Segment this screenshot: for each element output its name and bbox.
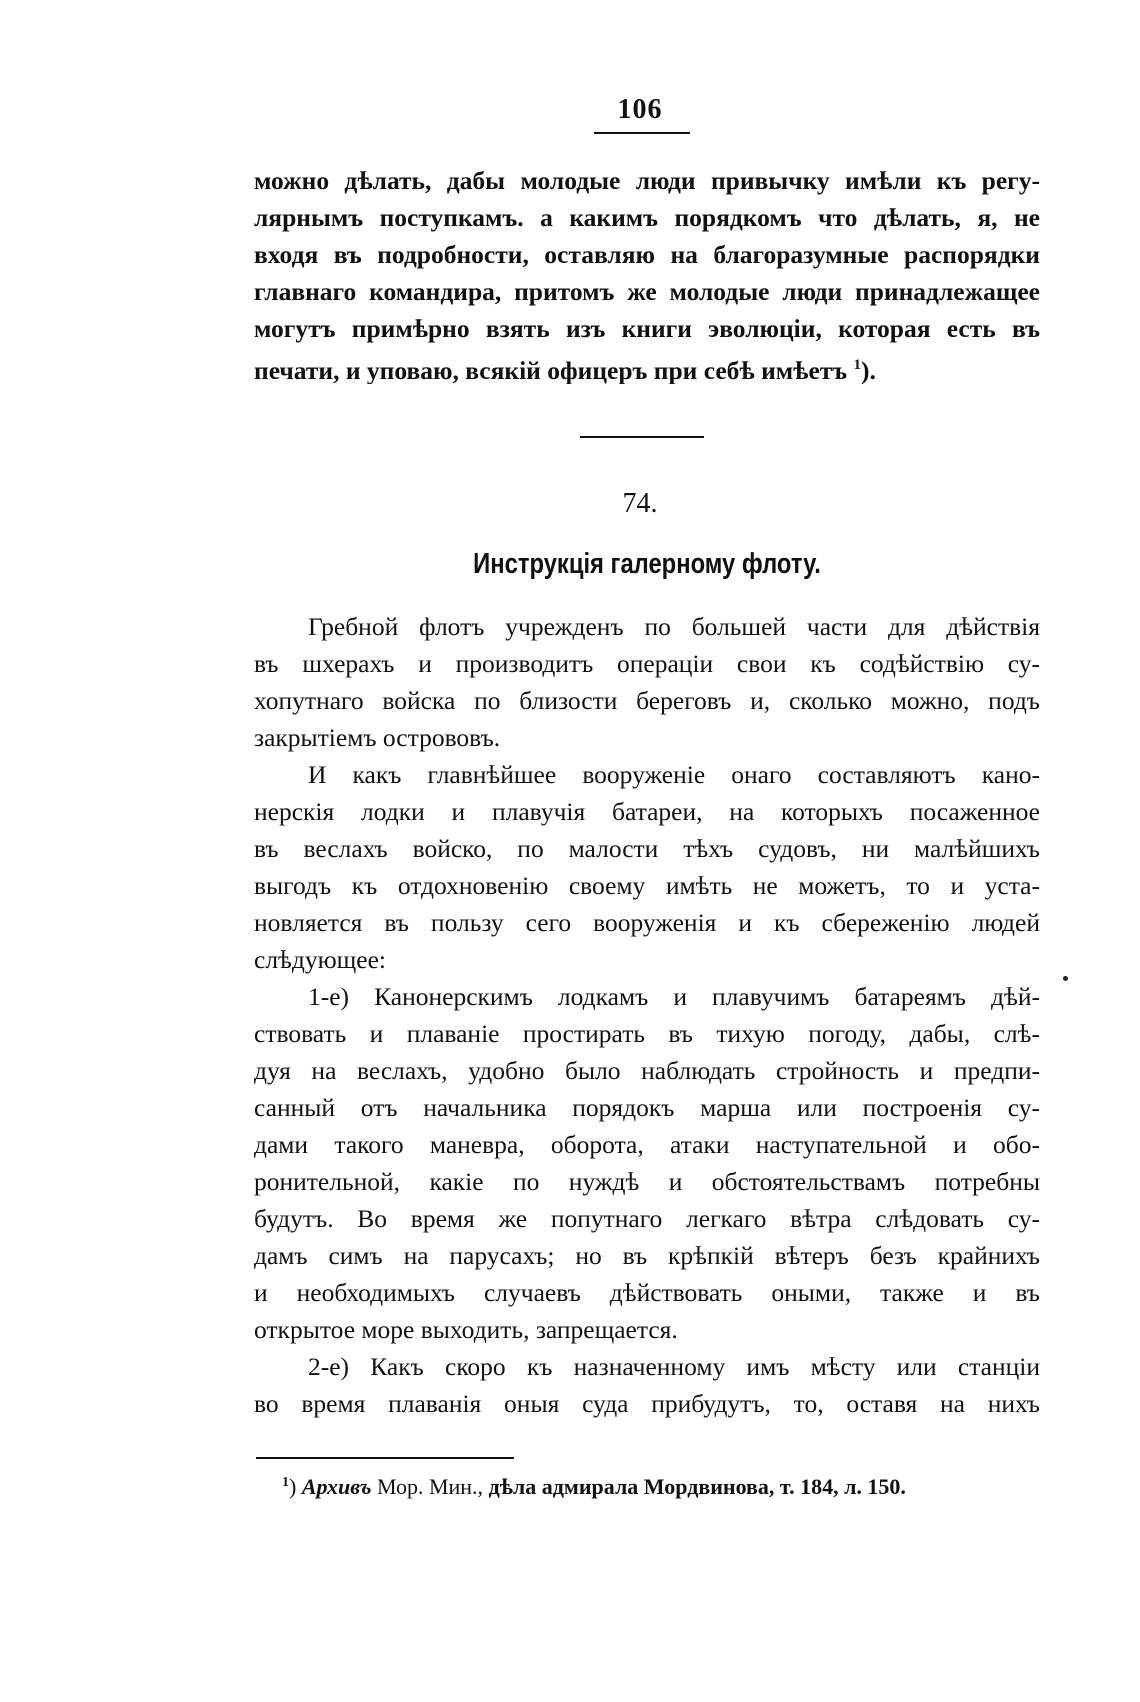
text-line: печати, и уповаю, всякій офицеръ при себѣ имѣетъ: [254, 356, 848, 384]
text-line: ронительной, какіе по нуждѣ и обстоятельствамъ потребны: [254, 1167, 1040, 1196]
footnote-reference: 1: [853, 357, 862, 373]
section-title: Инструкція галерному флоту.: [473, 548, 821, 580]
footnote-reference-close: ).: [861, 356, 876, 384]
text-line: хопутнаго войска по близости береговъ и, сколько можно, подъ: [254, 686, 1040, 715]
text-line: ствовать и плаваніе простирать въ тихую погоду, дабы, слѣ-: [254, 1019, 1040, 1048]
page-number-underline: [594, 132, 690, 134]
text-line-with-footnote: [254, 347, 1040, 384]
text-line: въ шхерахъ и производитъ операціи свои къ содѣйствію су-: [254, 649, 1040, 678]
text-line: будутъ. Во время же попутнаго легкаго вѣтра слѣдовать су-: [254, 1204, 1040, 1233]
footnote-divider: [256, 1457, 514, 1459]
text-line: санный отъ начальника порядокъ марша или построенія су-: [254, 1093, 1040, 1122]
text-line: входя въ подробности, оставляю на благоразумные распорядки: [254, 240, 1040, 269]
page-number: 106: [617, 94, 663, 125]
text-line: выгодъ къ отдохновенію своему имѣть не можетъ, то и уста-: [254, 871, 1040, 900]
text-line: лярнымъ поступкамъ. а какимъ порядкомъ что дѣлать, я, не: [254, 203, 1040, 232]
text-line: дами такого маневра, оборота, атаки наступательной и обо-: [254, 1130, 1040, 1159]
text-line: И какъ главнѣйшее вооруженіе онаго составляютъ кано-: [308, 760, 1040, 789]
text-line: главнаго командира, притомъ же молодые люди принадлежащее: [254, 277, 1040, 306]
text-line: Гребной флотъ учрежденъ по большей части для дѣйствія: [308, 612, 1040, 641]
footnote-marker-close: ): [289, 1474, 297, 1499]
text-line: въ веслахъ войско, по малости тѣхъ судовъ, ни малѣйшихъ: [254, 834, 1040, 863]
section-body: [254, 608, 1040, 1422]
text-line: во время плаванія оныя суда прибудутъ, то, оставя на нихъ: [254, 1389, 1040, 1418]
footnote-source: Архивъ: [301, 1474, 372, 1499]
section-divider: [580, 436, 704, 438]
footnote-marker: 1: [282, 1475, 289, 1490]
text-line: новляется въ пользу сего вооруженія и къ сбереженію людей: [254, 908, 1040, 937]
text-line: 2-е) Какъ скоро къ назначенному имъ мѣсту или станціи: [308, 1352, 1040, 1381]
footnote-bold-text: дѣла адмирала Мордвинова, т. 184, л. 150.: [488, 1474, 906, 1499]
text-line: нерскія лодки и плавучія батареи, на которыхъ посаженное: [254, 797, 1040, 826]
text-line: и необходимыхъ случаевъ дѣйствовать оными, также и въ: [254, 1278, 1040, 1307]
continuation-paragraph: [254, 162, 1040, 384]
section-number: 74.: [622, 488, 658, 519]
footnote-text: Мор. Мин.,: [376, 1474, 484, 1499]
text-line: дамъ симъ на парусахъ; но въ крѣпкій вѣтеръ безъ крайнихъ: [254, 1241, 1040, 1270]
text-line: дуя на веслахъ, удобно было наблюдать стройность и предпи-: [254, 1056, 1040, 1085]
text-line: 1-е) Канонерскимъ лодкамъ и плавучимъ батареямъ дѣй-: [308, 982, 1040, 1011]
text-line: закрытіемъ острововъ.: [254, 723, 501, 752]
text-line: могутъ примѣрно взять изъ книги эволюціи, которая есть въ: [254, 314, 1040, 343]
footnote: [282, 1474, 1042, 1500]
text-line: открытое море выходить, запрещается.: [254, 1315, 678, 1344]
text-line: слѣдующее:: [254, 945, 387, 974]
text-line: можно дѣлать, дабы молодые люди привычку имѣли къ регу-: [254, 166, 1040, 195]
margin-mark: [1063, 976, 1068, 981]
